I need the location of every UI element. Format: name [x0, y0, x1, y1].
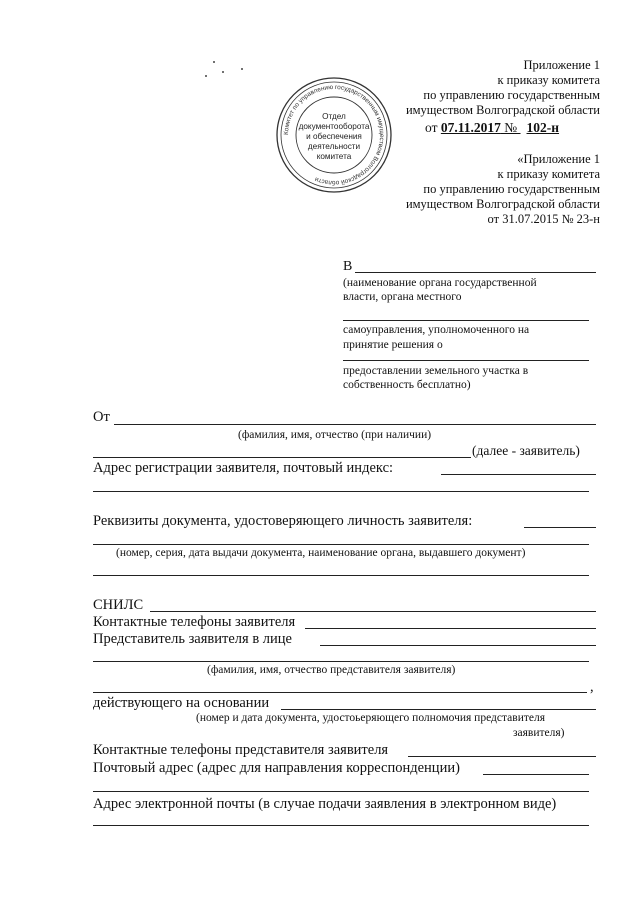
phones-field[interactable]	[305, 628, 596, 629]
applicant-suffix: (далее - заявитель)	[472, 443, 580, 458]
header2-line4: имуществом Волгоградской области	[405, 197, 600, 211]
header2-line2: к приказу комитета	[497, 167, 600, 181]
addressee-v: В	[343, 259, 353, 274]
rep-phones-label: Контактные телефоны представителя заявителя	[93, 742, 389, 758]
postal-field-2[interactable]	[93, 791, 589, 792]
basis-field[interactable]	[281, 709, 596, 710]
phones-label: Контактные телефоны заявителя	[93, 614, 296, 630]
applicant-name-field-2[interactable]	[93, 457, 471, 458]
email-label: Адрес электронной почты (в случае подачи заявления в электронном виде)	[93, 796, 557, 812]
scan-speck	[205, 75, 207, 77]
stamp-center-line5: комитета	[316, 152, 352, 161]
header2-line3: по управлению государственным	[423, 182, 600, 196]
representative-label: Представитель заявителя в лице	[93, 631, 292, 647]
stamp-center-line2: документооборота	[298, 122, 370, 131]
header1-line3: по управлению государственным	[423, 88, 600, 102]
reg-address-label: Адрес регистрации заявителя, почтовый индекс:	[93, 460, 394, 476]
stamp-ring-text: Комитет по управлению государственным имуществом Волгоградской области	[282, 83, 386, 187]
basis-hint-2: заявителя)	[513, 727, 565, 739]
header1-line2: к приказу комитета	[497, 73, 600, 87]
rep-fio-hint: (фамилия, имя, отчество представителя заявителя)	[207, 664, 456, 676]
addressee-note-3: самоуправления, уполномоченного на	[343, 324, 530, 336]
id-doc-field[interactable]	[524, 527, 596, 528]
header1-line4: имуществом Волгоградской области	[405, 103, 600, 117]
postal-label: Почтовый адрес (адрес для направления корреспонденции)	[93, 760, 460, 776]
scan-speck	[241, 68, 243, 70]
addressee-line-3[interactable]	[343, 360, 589, 361]
scan-speck	[222, 71, 224, 73]
addressee-line-2[interactable]	[343, 320, 589, 321]
scan-speck	[213, 61, 215, 63]
order-number: 102-н	[526, 120, 560, 135]
representative-field-3[interactable]	[93, 692, 587, 693]
addressee-note-4: принятие решения о	[343, 339, 443, 351]
addressee-note-6: собственность бесплатно)	[343, 379, 471, 391]
postal-field[interactable]	[483, 774, 589, 775]
addressee-line-1[interactable]	[355, 272, 596, 273]
comma: ,	[590, 679, 594, 695]
id-doc-field-2[interactable]	[93, 544, 589, 545]
id-doc-label: Реквизиты документа, удостоверяющего личность заявителя:	[93, 513, 473, 529]
order-number-line	[425, 120, 567, 136]
reg-address-field[interactable]	[441, 474, 596, 475]
id-doc-hint: (номер, серия, дата выдачи документа, наименование органа, выдавшего документ)	[116, 547, 526, 559]
applicant-name-field[interactable]	[114, 424, 596, 425]
order-date: 07.11.2017	[440, 120, 501, 135]
id-doc-field-3[interactable]	[93, 575, 589, 576]
addressee-note-2: власти, органа местного	[343, 291, 462, 303]
addressee-note-1: (наименование органа государственной	[343, 277, 537, 289]
stamp-center-line1: Отдел	[322, 112, 346, 121]
header1-line1: Приложение 1	[523, 58, 600, 72]
rep-phones-field[interactable]	[408, 756, 596, 757]
snils-field[interactable]	[150, 611, 596, 612]
header2-line1: «Приложение 1	[517, 152, 600, 166]
from-label: От	[93, 409, 110, 425]
stamp-center-line4: деятельности	[307, 142, 361, 151]
representative-field[interactable]	[320, 645, 596, 646]
snils-label: СНИЛС	[93, 597, 144, 613]
representative-field-2[interactable]	[93, 661, 589, 662]
official-stamp	[274, 75, 394, 195]
header2-line5: от 31.07.2015 № 23-н	[487, 212, 600, 226]
date-prefix: от	[425, 120, 441, 135]
basis-hint-1: (номер и дата документа, удостоьеряющего полномочия представителя	[196, 712, 546, 724]
email-field[interactable]	[93, 825, 589, 826]
stamp-center-line3: и обеспечения	[306, 132, 362, 141]
applicant-fio-hint: (фамилия, имя, отчество (при наличии)	[238, 429, 432, 441]
number-prefix: №	[500, 120, 521, 135]
addressee-note-5: предоставлении земельного участка в	[343, 365, 529, 377]
basis-label: действующего на основании	[93, 695, 270, 711]
reg-address-field-2[interactable]	[93, 491, 589, 492]
